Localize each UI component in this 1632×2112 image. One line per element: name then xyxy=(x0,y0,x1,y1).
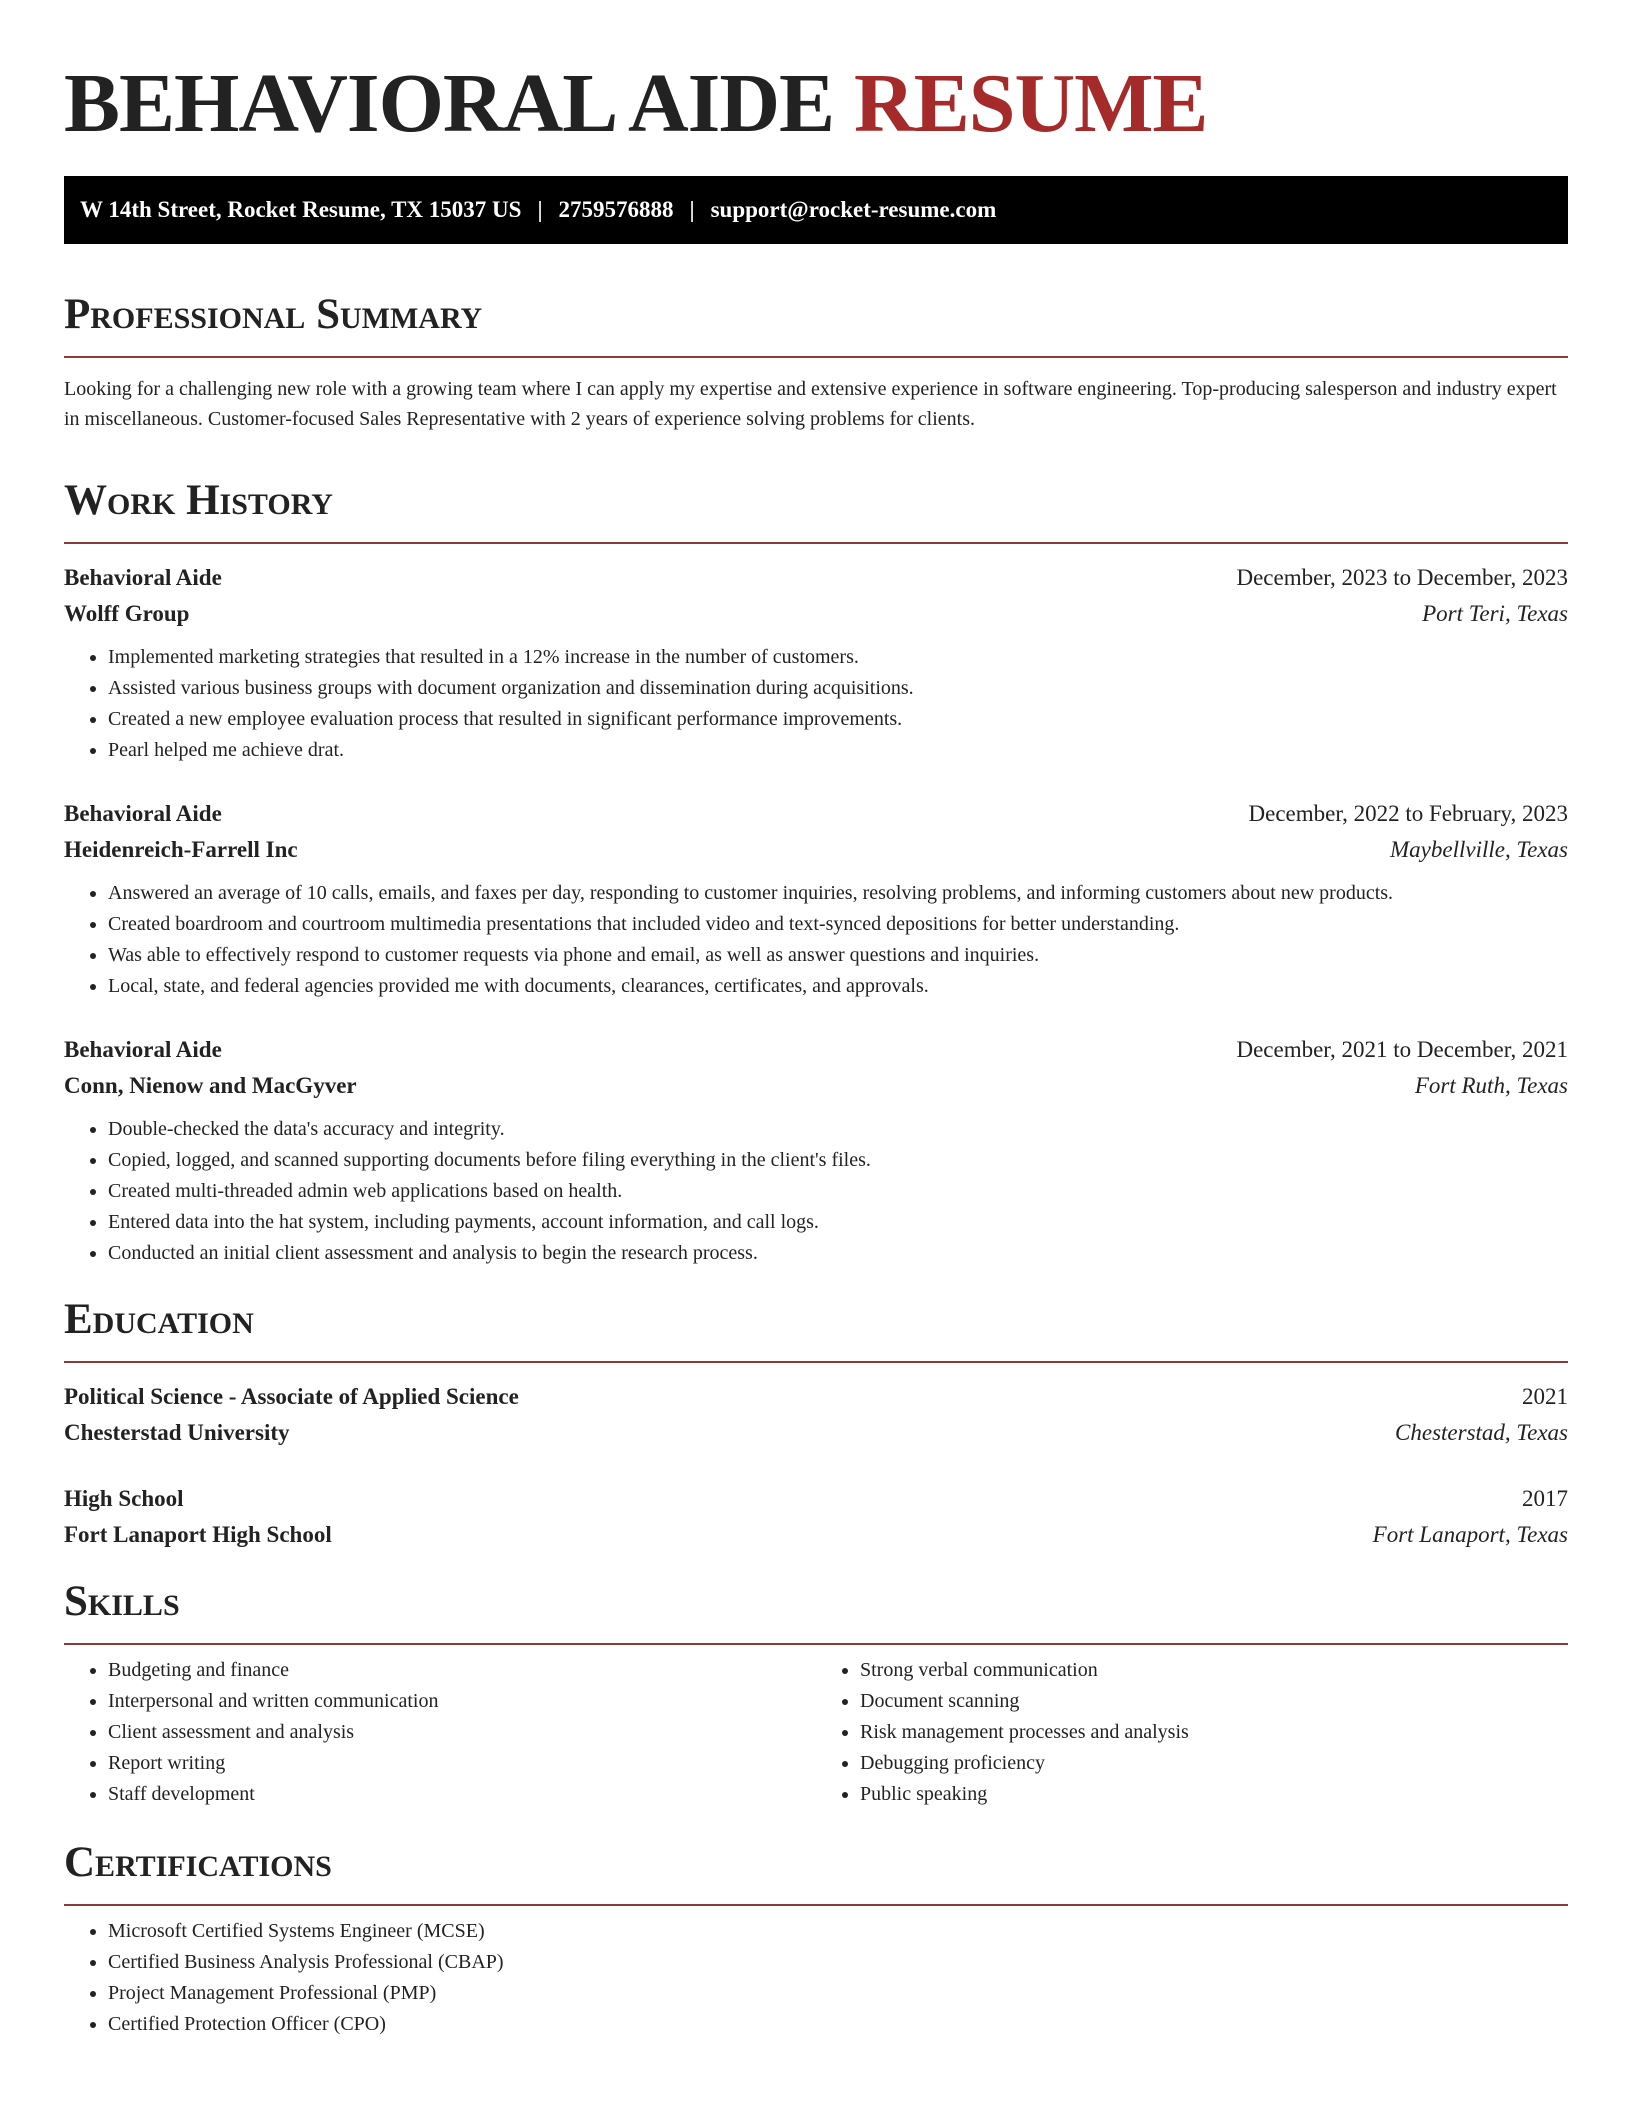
education-year: 2021 xyxy=(1522,1384,1568,1409)
skill-item: • Budgeting and finance xyxy=(108,1655,816,1686)
education-entry xyxy=(64,1379,1568,1451)
education-heading: Education xyxy=(64,1296,254,1343)
certification-item: • Certified Protection Officer (CPO) xyxy=(108,2009,1568,2040)
contact-separator: | xyxy=(537,197,543,222)
skill-item: • Interpersonal and written communication xyxy=(108,1686,816,1717)
list-item: • Created multi-threaded admin web applications based on health. xyxy=(108,1176,1568,1207)
contact-phone: 2759576888 xyxy=(558,197,674,222)
skills-heading: Skills xyxy=(64,1578,180,1625)
job-title: Behavioral Aide xyxy=(64,801,222,826)
certifications-heading: Certifications xyxy=(64,1839,332,1886)
list-item: • Double-checked the data's accuracy and integrity. xyxy=(108,1114,1568,1145)
job-dates: December, 2022 to February, 2023 xyxy=(1248,801,1568,826)
skill-item: • Debugging proficiency xyxy=(860,1748,1568,1779)
section-divider xyxy=(64,356,1568,358)
certification-item: • Project Management Professional (PMP) xyxy=(108,1978,1568,2009)
job-entry xyxy=(64,1032,1568,1269)
job-dates: December, 2023 to December, 2023 xyxy=(1236,565,1568,590)
job-location: Port Teri, Texas xyxy=(1422,601,1568,626)
list-item: • Copied, logged, and scanned supporting documents before filing everything in the client's files. xyxy=(108,1145,1568,1176)
education-degree: High School xyxy=(64,1486,184,1511)
job-bullets xyxy=(64,642,1568,766)
title-main: BEHAVIORAL AIDE xyxy=(64,57,835,150)
job-title: Behavioral Aide xyxy=(64,565,222,590)
job-entry xyxy=(64,796,1568,1002)
list-item: • Was able to effectively respond to customer requests via phone and email, as well as answer questions and inquiries. xyxy=(108,940,1568,971)
summary-heading: Professional Summary xyxy=(64,291,483,338)
list-item: • Implemented marketing strategies that resulted in a 12% increase in the number of customers. xyxy=(108,642,1568,673)
education-year: 2017 xyxy=(1522,1486,1568,1511)
list-item: • Entered data into the hat system, including payments, account information, and call logs. xyxy=(108,1207,1568,1238)
work-history-heading: Work History xyxy=(64,477,333,524)
skill-item: • Risk management processes and analysis xyxy=(860,1717,1568,1748)
list-item: • Pearl helped me achieve drat. xyxy=(108,735,1568,766)
list-item: • Assisted various business groups with document organization and dissemination during acquisitions. xyxy=(108,673,1568,704)
skill-item: • Public speaking xyxy=(860,1779,1568,1810)
certifications-list xyxy=(64,1916,1568,2040)
education-school: Chesterstad University xyxy=(64,1420,290,1445)
section-divider xyxy=(64,542,1568,544)
summary-text: Looking for a challenging new role with a growing team where I can apply my expertise and extensive experience in software engineering. Top-producing salesperson and industry expert in miscellaneous. Customer-focused Sales Representative with 2 years of experience solving problems for clients. xyxy=(64,378,1557,430)
job-location: Maybellville, Texas xyxy=(1390,837,1568,862)
resume-title xyxy=(64,54,1568,154)
job-dates: December, 2021 to December, 2021 xyxy=(1236,1037,1568,1062)
skill-item: • Strong verbal communication xyxy=(860,1655,1568,1686)
job-title: Behavioral Aide xyxy=(64,1037,222,1062)
skill-item: • Report writing xyxy=(108,1748,816,1779)
skill-item: • Client assessment and analysis xyxy=(108,1717,816,1748)
section-divider xyxy=(64,1904,1568,1906)
education-location: Chesterstad, Texas xyxy=(1395,1420,1568,1445)
job-company: Conn, Nienow and MacGyver xyxy=(64,1073,357,1098)
job-location: Fort Ruth, Texas xyxy=(1414,1073,1568,1098)
job-bullets xyxy=(64,878,1568,1002)
education-school: Fort Lanaport High School xyxy=(64,1522,332,1547)
skills-column-left xyxy=(64,1655,816,1810)
skill-item: • Document scanning xyxy=(860,1686,1568,1717)
list-item: • Answered an average of 10 calls, emails, and faxes per day, responding to customer inquiries, resolving problems, and informing customers about new products. xyxy=(108,878,1568,909)
skills-column-right xyxy=(816,1655,1568,1810)
certification-item: • Microsoft Certified Systems Engineer (MCSE) xyxy=(108,1916,1568,1947)
title-accent: RESUME xyxy=(854,57,1208,150)
education-degree: Political Science - Associate of Applied Science xyxy=(64,1384,519,1409)
list-item: • Local, state, and federal agencies provided me with documents, clearances, certificates, and approvals. xyxy=(108,971,1568,1002)
contact-address: W 14th Street, Rocket Resume, TX 15037 US xyxy=(80,197,522,222)
list-item: • Conducted an initial client assessment and analysis to begin the research process. xyxy=(108,1238,1568,1269)
section-divider xyxy=(64,1361,1568,1363)
job-company: Heidenreich-Farrell Inc xyxy=(64,837,298,862)
list-item: • Created a new employee evaluation process that resulted in significant performance improvements. xyxy=(108,704,1568,735)
job-company: Wolff Group xyxy=(64,601,190,626)
job-entry xyxy=(64,560,1568,766)
certification-item: • Certified Business Analysis Professional (CBAP) xyxy=(108,1947,1568,1978)
education-location: Fort Lanaport, Texas xyxy=(1372,1522,1568,1547)
education-entry xyxy=(64,1481,1568,1553)
skill-item: • Staff development xyxy=(108,1779,816,1810)
list-item: • Created boardroom and courtroom multimedia presentations that included video and text-synced depositions for better understanding. xyxy=(108,909,1568,940)
contact-email: support@rocket-resume.com xyxy=(710,197,997,222)
job-bullets xyxy=(64,1114,1568,1269)
contact-separator: | xyxy=(689,197,695,222)
section-divider xyxy=(64,1643,1568,1645)
skills-grid xyxy=(64,1655,1568,1810)
contact-bar xyxy=(64,176,1568,244)
